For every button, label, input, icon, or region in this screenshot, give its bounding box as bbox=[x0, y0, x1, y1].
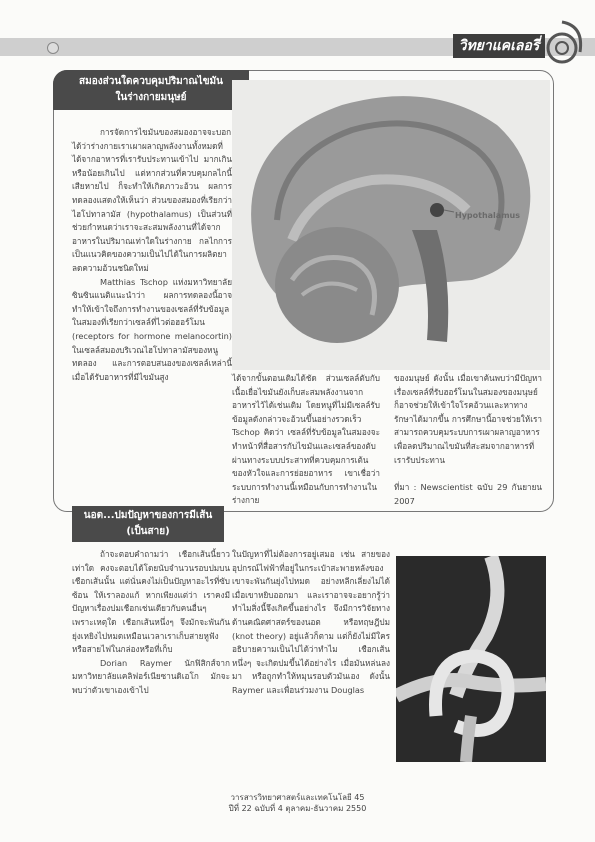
paragraph: การจัดการไขมันของสมองอาจจะบอกได้ว่าร่างกายเราเผาผลาญพลังงานทั้งหมดที่ได้จากอาหารที่เรารับประทานเข้าไป มากเกินหรือน้อยเกินไป แต่หากส่วนที่ควบคุมกลไกนี้เสียหายไป ก็จะทำให้เกิดภาวะอ้วน ผลการทดลองแสดงให้เห็นว่า ส่วนของสมองที่เรียกว่า ไฮโปทาลามัส (hypothalamus) เป็นส่วนที่ช่วยกำหนดว่าเราจะสะสมพลังงานที่ได้จากอาหารในปริมาณเท่าใดในร่างกาย กลไกการเป็นแนวคิดของความเป็นไปได้ในการผลิตยาลดความอ้วนชนิดใหม่ bbox=[72, 127, 232, 273]
paragraph: ในปัญหาที่ไม่ต้องการอยู่เสมอ เช่น สายของอุปกรณ์ไฟฟ้าที่อยู่ในกระเป๋าสะพายหลังของเขาจะพันกันยุ่งไปหมด อย่างหลีกเลี่ยงไม่ได้ เมื่อเขาหยิบออกมา และเราอาจจะอยากรู้ว่า ทำไมสิ่งนี้จึงเกิดขึ้นอย่างไร จึงมีการวิจัยทางด้านคณิตศาสตร์ของนอต หรือทฤษฎีปม (knot theory) อยู่แล้วก็ตาม แต่ก็ยังไม่มีใครอธิบายความเป็นไปได้ว่าทำไม เชือกเส้นหนึ่งๆ จะเกิดปมขึ้นได้อย่างไร เมื่อมันหล่นลงมา หรือถูกทำให้หมุนรอบตัวมันเอง ดังนั้น Raymer และเพื่อนร่วมงาน Douglas bbox=[232, 549, 390, 695]
footer-line: ปีที่ 22 ฉบับที่ 4 ตุลาคม-ธันวาคม 2550 bbox=[228, 804, 367, 813]
source-note: ที่มา : Newscientist ฉบับ 29 กันยายน 2007 bbox=[394, 482, 542, 506]
article-1-column-2 bbox=[232, 372, 380, 508]
swirl-decoration bbox=[540, 12, 590, 72]
decor-dot bbox=[47, 42, 59, 54]
paragraph: Matthias Tschop แห่งมหาวิทยาลัยซินซินแนติแนะนำว่า ผลการทดลองนี้อาจทำให้เข้าใจถึงการทำงานของเซลล์ที่รับข้อมูลในสมองที่เรียกว่าเซลล์ที่ไวต่อฮอร์โมน (receptors for hormone melanocortin) ในเซลล์สมองบริเวณไฮโปทาลามัสของหนูทดลอง และการตอบสนองของเซลล์เหล่านี้เมื่อได้รับอาหารที่มีไขมันสูง bbox=[72, 276, 232, 382]
brain-illustration bbox=[232, 80, 550, 370]
article-title-2 bbox=[72, 506, 224, 542]
brain-figure bbox=[232, 80, 550, 370]
title-line: นอต...ปมปัญหาของการมีเส้น bbox=[83, 510, 213, 521]
title-line: (เป็นสาย) bbox=[126, 526, 170, 537]
page-footer bbox=[0, 792, 595, 814]
paragraph: ถ้าจะตอบคำถามว่า เชือกเส้นนี้ยาวเท่าใด คงจะตอบได้โดยนับจำนวนรอบปมบนเชือกเส้นนั้น แต่นั่นคงไม่เป็นปัญหาอะไรที่ซับซ้อน ให้เราลองแก้ หากเพียงแต่ว่า เราคงมีปัญหาเรื่องปมเชือกเช่นเดียวกับคนอื่นๆ เพราะเหตุใด เชือกเส้นหนึ่งๆ จึงมักจะพันกันยุ่งเหยิงไปหมดเหมือนเวลาเราเก็บสายหูฟังหรือสายไฟในกล่องหรือที่เก็บ bbox=[72, 549, 230, 655]
paragraph: ได้จากขั้นตอนเดิมได้ชัด ส่วนเซลล์ตับกับเนื้อเยื่อไขมันยังเก็บสะสมพลังงานจากอาหารไว้ได้เช่นเดิม โดยหนูที่ไม่มีเซลล์รับข้อมูลดังกล่าวจะอ้วนขึ้นอย่างรวดเร็ว Tschop คิดว่า เซลล์ที่รับข้อมูลในสมองจะทำหน้าที่สื่อสารกับไขมันและเซลล์ของตับผ่านทางระบบประสาทที่ควบคุมการเต้นของหัวใจและการย่อยอาหาร เขาเชื่อว่า ระบบการทำงานนี้เหมือนกับการทำงานในร่างกาย bbox=[232, 373, 380, 506]
article-2-column-2 bbox=[232, 548, 390, 698]
article-title-1 bbox=[53, 70, 249, 110]
article-1-column-3 bbox=[394, 372, 542, 508]
section-tag: วิทยาแคเลอรี่ bbox=[453, 34, 545, 58]
article-1-column-1 bbox=[72, 126, 232, 384]
footer-line: วารสารวิทยาศาสตร์และเทคโนโลยี 45 bbox=[230, 793, 365, 802]
rope-knot-image bbox=[396, 556, 546, 762]
title-line: ในร่างกายมนุษย์ bbox=[115, 92, 187, 103]
title-line: สมองส่วนใดควบคุมปริมาณไขมัน bbox=[79, 76, 223, 87]
paragraph: Dorian Raymer นักฟิสิกส์จากมหาวิทยาลัยแคลิฟอร์เนียซานดิเอโก มักจะพบว่าตัวเขาเองเข้าไป bbox=[72, 657, 230, 695]
article-2-column-1 bbox=[72, 548, 230, 698]
rope-knot-photo bbox=[396, 556, 546, 762]
figure-label: Hypothalamus bbox=[455, 211, 520, 220]
paragraph: ของมนุษย์ ดังนั้น เมื่อเขาค้นพบว่ามีปัญหาเรื่องเซลล์ที่รับฮอร์โมนในสมองของมนุษย์ ก็อาจช่วยให้เข้าใจโรคอ้วนและหาทางรักษาได้มากขึ้น การศึกษานี้อาจช่วยให้เราสามารถควบคุมระบบการเผาผลาญอาหาร เพื่อลดปริมาณไขมันที่สะสมจากอาหารที่เรารับประทาน bbox=[394, 373, 542, 465]
